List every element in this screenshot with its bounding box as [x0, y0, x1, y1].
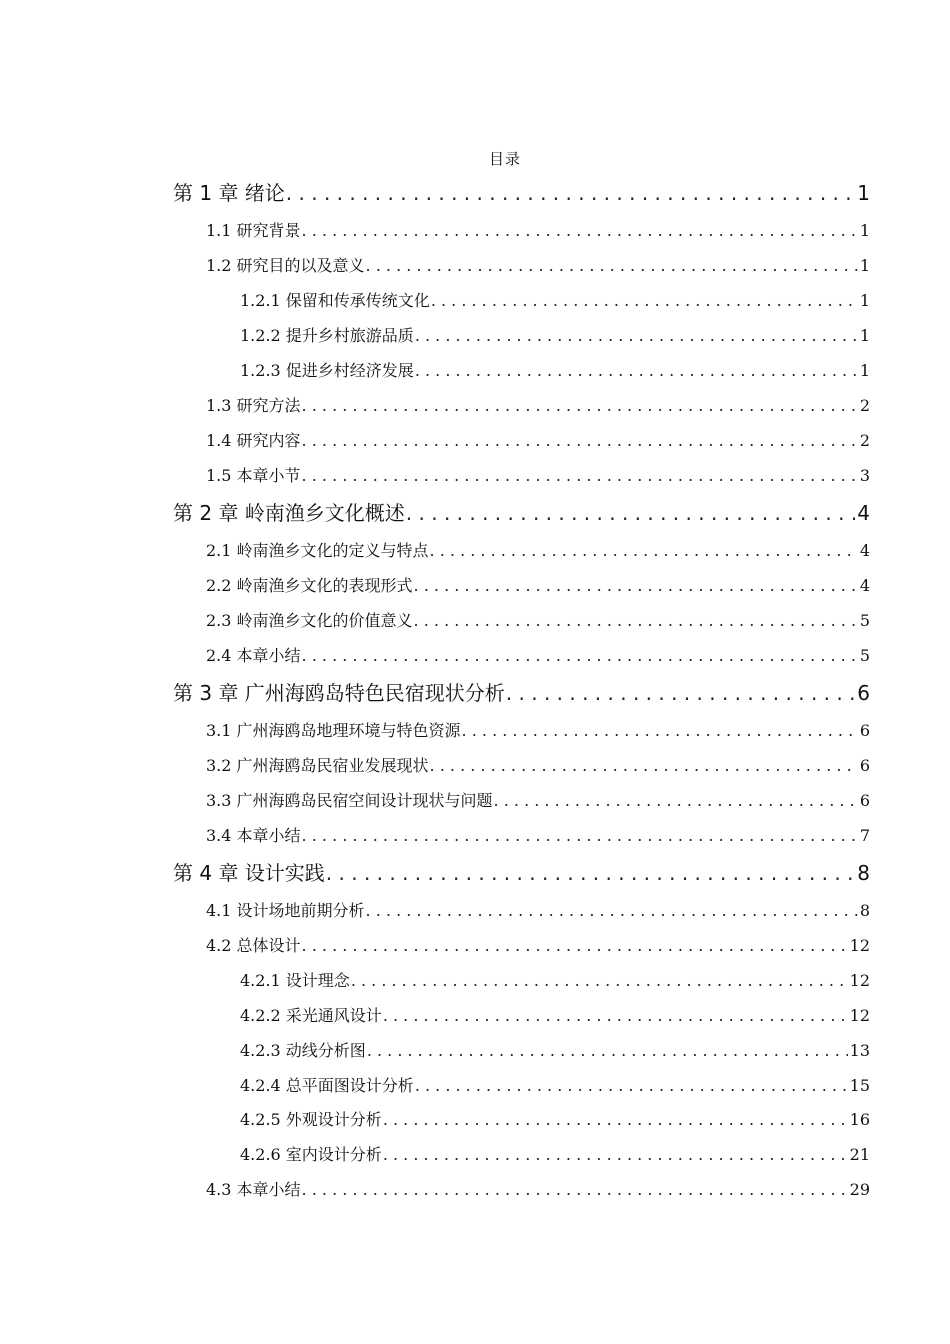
toc-entry-section[interactable]: [206, 608, 870, 634]
toc-entry-subsection[interactable]: [240, 288, 870, 314]
toc-entry-page: 4: [857, 501, 870, 525]
toc-entry-label: 1.1 研究背景: [206, 221, 301, 240]
toc-leader-dots: [302, 431, 858, 450]
toc-entry-section[interactable]: [206, 253, 870, 279]
toc-entry-page: 2: [859, 431, 870, 450]
toc-leader-dots: [415, 1076, 848, 1095]
toc-entry-page: 5: [859, 646, 870, 665]
toc-leader-dots: [383, 1110, 848, 1129]
toc-leader-dots: [430, 541, 858, 560]
toc-leader-dots: [302, 396, 858, 415]
toc-entry-subsection[interactable]: [240, 358, 870, 384]
toc-title: 目录: [488, 150, 521, 168]
toc-entry-page: 7: [859, 826, 870, 845]
toc-leader-dots: [406, 501, 855, 525]
toc-entry-label: 3.4 本章小结: [206, 826, 301, 845]
toc-entry-section[interactable]: [206, 538, 870, 564]
toc-leader-dots: [462, 721, 858, 740]
toc-leader-dots: [326, 861, 855, 885]
toc-entry-page: 1: [859, 326, 870, 345]
toc-leader-dots: [415, 326, 858, 345]
toc-entry-section[interactable]: [206, 218, 870, 244]
toc-entry-page: 21: [849, 1145, 870, 1164]
toc-leader-dots: [302, 826, 858, 845]
toc-leader-dots: [431, 291, 858, 310]
toc-entry-label: 第 3 章 广州海鸥岛特色民宿现状分析: [173, 681, 505, 705]
toc-entry-page: 2: [859, 396, 870, 415]
toc-entry-page: 29: [849, 1180, 870, 1199]
toc-entry-page: 1: [859, 256, 870, 275]
toc-entry-page: 6: [859, 756, 870, 775]
toc-entry-section[interactable]: [206, 1177, 870, 1203]
toc-entry-label: 4.2.1 设计理念: [240, 971, 350, 990]
toc-entry-section[interactable]: [206, 933, 870, 959]
toc-entry-section[interactable]: [206, 898, 870, 924]
toc-entry-label: 2.3 岭南渔乡文化的价值意义: [206, 611, 413, 630]
toc-entry-section[interactable]: [206, 463, 870, 489]
toc-entry-label: 第 2 章 岭南渔乡文化概述: [173, 501, 405, 525]
toc-leader-dots: [302, 466, 858, 485]
toc-entry-page: 1: [859, 291, 870, 310]
toc-entry-label: 1.4 研究内容: [206, 431, 301, 450]
toc-entry-label: 2.1 岭南渔乡文化的定义与特点: [206, 541, 429, 560]
toc-entry-label: 1.2.1 保留和传承传统文化: [240, 291, 430, 310]
toc-entry-page: 3: [859, 466, 870, 485]
toc-entry-label: 2.2 岭南渔乡文化的表现形式: [206, 576, 413, 595]
toc-entry-subsection[interactable]: [240, 968, 870, 994]
toc-entry-page: 16: [849, 1110, 870, 1129]
toc-entry-label: 4.3 本章小结: [206, 1180, 301, 1199]
toc-entry-page: 8: [859, 901, 870, 920]
toc-leader-dots: [415, 361, 858, 380]
toc-entry-subsection[interactable]: [240, 323, 870, 349]
toc-entry-label: 4.2 总体设计: [206, 936, 301, 955]
toc-entry-label: 3.1 广州海鸥岛地理环境与特色资源: [206, 721, 461, 740]
toc-entry-section[interactable]: [206, 428, 870, 454]
toc-entry-page: 1: [859, 221, 870, 240]
toc-entry-subsection[interactable]: [240, 1142, 870, 1168]
toc-entry-chapter[interactable]: [173, 497, 870, 527]
toc-entry-section[interactable]: [206, 643, 870, 669]
toc-entry-page: 5: [859, 611, 870, 630]
toc-entry-page: 1: [857, 181, 870, 205]
toc-entry-page: 12: [849, 971, 870, 990]
toc-entry-page: 6: [859, 791, 870, 810]
toc-entry-subsection[interactable]: [240, 1107, 870, 1133]
toc-entry-label: 1.5 本章小节: [206, 466, 301, 485]
toc-entry-subsection[interactable]: [240, 1003, 870, 1029]
toc-entry-label: 3.2 广州海鸥岛民宿业发展现状: [206, 756, 429, 775]
toc-leader-dots: [383, 1006, 848, 1025]
toc-entry-page: 12: [849, 1006, 870, 1025]
toc-entry-page: 13: [849, 1041, 870, 1060]
toc-leader-dots: [430, 756, 858, 775]
toc-entry-page: 4: [859, 576, 870, 595]
toc-entry-chapter[interactable]: [173, 677, 870, 707]
toc-leader-dots: [366, 256, 858, 275]
toc-entry-page: 6: [859, 721, 870, 740]
toc-leader-dots: [351, 971, 848, 990]
toc-entry-section[interactable]: [206, 573, 870, 599]
toc-entry-chapter[interactable]: [173, 857, 870, 887]
toc-entry-section[interactable]: [206, 788, 870, 814]
toc-entry-section[interactable]: [206, 823, 870, 849]
toc-entry-section[interactable]: [206, 393, 870, 419]
toc-entry-label: 4.1 设计场地前期分析: [206, 901, 365, 920]
toc-entry-page: 12: [849, 936, 870, 955]
toc-entry-page: 6: [857, 681, 870, 705]
toc-entry-label: 4.2.5 外观设计分析: [240, 1110, 382, 1129]
toc-entry-label: 1.2 研究目的以及意义: [206, 256, 365, 275]
toc-entry-page: 8: [857, 861, 870, 885]
toc-entry-label: 第 4 章 设计实践: [173, 861, 325, 885]
toc-leader-dots: [302, 646, 858, 665]
toc-leader-dots: [367, 1041, 848, 1060]
toc-entry-page: 1: [859, 361, 870, 380]
toc-entry-section[interactable]: [206, 753, 870, 779]
toc-leader-dots: [366, 901, 858, 920]
toc-leader-dots: [414, 576, 858, 595]
toc-entry-section[interactable]: [206, 718, 870, 744]
toc-entry-label: 4.2.4 总平面图设计分析: [240, 1076, 414, 1095]
toc-leader-dots: [286, 181, 855, 205]
toc-entry-label: 4.2.3 动线分析图: [240, 1041, 366, 1060]
toc-leader-dots: [494, 791, 858, 810]
toc-entry-label: 1.3 研究方法: [206, 396, 301, 415]
toc-leader-dots: [414, 611, 858, 630]
toc-entry-label: 4.2.2 采光通风设计: [240, 1006, 382, 1025]
toc-entry-page: 15: [849, 1076, 870, 1095]
toc-leader-dots: [302, 221, 858, 240]
toc-entry-label: 1.2.3 促进乡村经济发展: [240, 361, 414, 380]
toc-entry-chapter[interactable]: [173, 177, 870, 207]
toc-entry-label: 第 1 章 绪论: [173, 181, 285, 205]
toc-leader-dots: [383, 1145, 848, 1164]
toc-leader-dots: [506, 681, 855, 705]
toc-leader-dots: [302, 936, 848, 955]
toc-entry-label: 2.4 本章小结: [206, 646, 301, 665]
toc-entry-subsection[interactable]: [240, 1073, 870, 1099]
toc-entry-subsection[interactable]: [240, 1038, 870, 1064]
toc-entry-page: 4: [859, 541, 870, 560]
toc-leader-dots: [302, 1180, 848, 1199]
toc-entry-label: 4.2.6 室内设计分析: [240, 1145, 382, 1164]
toc-entry-label: 1.2.2 提升乡村旅游品质: [240, 326, 414, 345]
toc-entry-label: 3.3 广州海鸥岛民宿空间设计现状与问题: [206, 791, 493, 810]
